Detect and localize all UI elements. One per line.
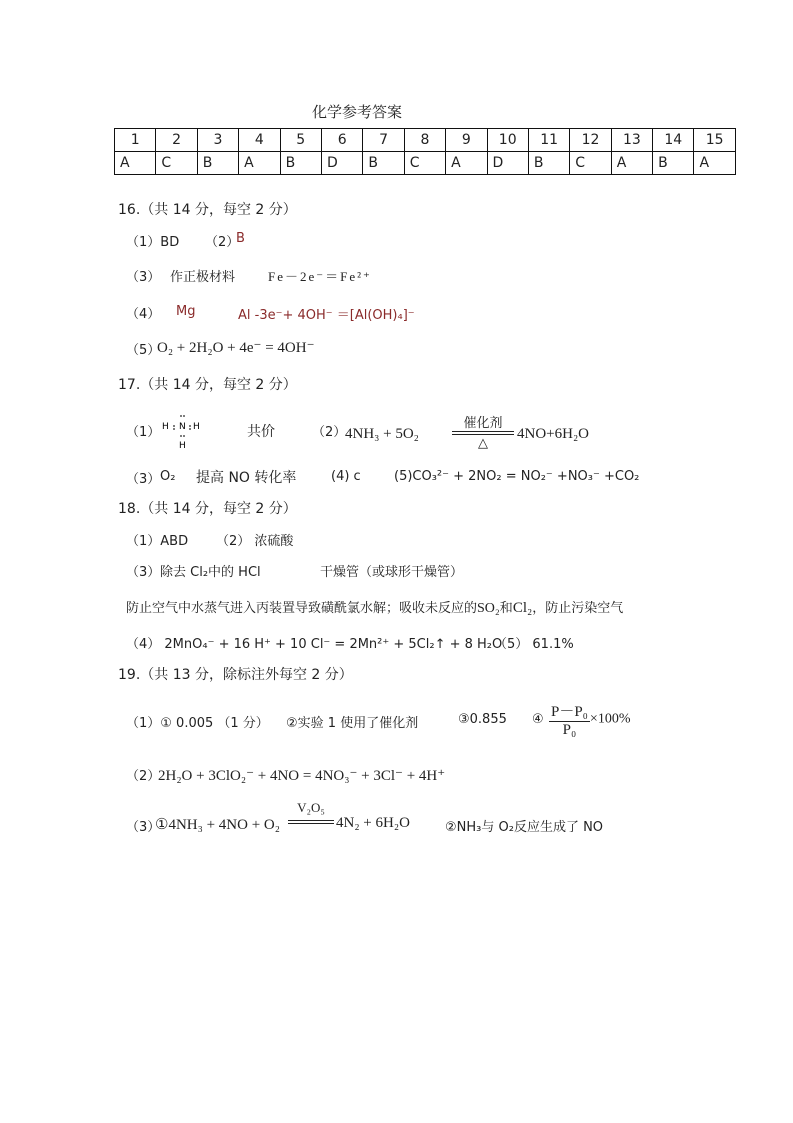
- q18-answer-4: （4） 2MnO₄⁻ + 16 H⁺ + 10 Cl⁻ = 2Mn²⁺ + 5Cl₂↑ + 8 H₂O: [126, 637, 503, 652]
- svg-text:H: H: [162, 422, 169, 432]
- question-number-cell: 2: [156, 129, 197, 152]
- q16-answer-1: （1）BD: [126, 235, 180, 250]
- answer-cell: B: [280, 152, 321, 175]
- answer-cell: A: [446, 152, 487, 175]
- q19-equals-sign: [288, 820, 334, 824]
- q17-answer-2-label: （2）: [312, 425, 347, 440]
- answer-cell: B: [653, 152, 694, 175]
- answer-cell: D: [321, 152, 362, 175]
- q19-answer-1-b: ②实验 1 使用了催化剂: [286, 716, 419, 731]
- question-number-row: [115, 129, 736, 152]
- question-number-cell: 7: [363, 129, 404, 152]
- q17-condition-bottom: △: [478, 436, 488, 451]
- q19-answer-1-c: ③0.855: [458, 712, 507, 727]
- q16-answer-4-mg: Mg: [176, 304, 196, 319]
- answer-cell: A: [239, 152, 280, 175]
- q17-answer-3-label: （3）: [126, 472, 161, 487]
- question-number-cell: 1: [115, 129, 156, 152]
- question-number-cell: 13: [611, 129, 652, 152]
- q16-answer-3-label: （3）: [126, 270, 161, 285]
- question-number-cell: 10: [487, 129, 528, 152]
- q18-header: 18.（共 14 分，每空 2 分）: [118, 501, 297, 517]
- q19-answer-2-equation: 2H₂O + 3ClO₂⁻ + 4NO = 4NO₃⁻ + 3Cl⁻ + 4H⁺: [158, 768, 446, 784]
- q17-condition-top: 催化剂: [463, 416, 503, 431]
- q19-answer-3-b: ②NH₃与 O₂反应生成了 NO: [445, 820, 604, 835]
- question-number-cell: 14: [653, 129, 694, 152]
- q19-fraction-den: P₀: [562, 722, 577, 738]
- q16-answer-5-label: （5）: [126, 343, 161, 358]
- q16-answer-4-label: （4）: [126, 307, 161, 322]
- q19-header: 19.（共 13 分，除标注外每空 2 分）: [118, 667, 353, 683]
- q18-line-4: [126, 597, 623, 617]
- q17-answer-3-o2: O₂: [160, 469, 176, 484]
- q16-answer-2-value: B: [236, 231, 245, 246]
- q19-answer-3-right: 4N₂ + 6H₂O: [336, 815, 410, 831]
- q19-answer-2-label: （2）: [126, 769, 161, 784]
- answer-cell: D: [487, 152, 528, 175]
- q18-answer-5: （5） 61.1%: [494, 637, 574, 652]
- question-number-cell: 6: [321, 129, 362, 152]
- q19-answer-1-d-label: ④: [532, 712, 544, 727]
- answer-cell: C: [570, 152, 611, 175]
- q18-line-4-b: ，防止污染空气: [532, 601, 624, 616]
- q19-fraction: [549, 700, 630, 739]
- q19-fraction-num: P－P₀: [549, 700, 590, 722]
- q19-fraction-tail: ×100%: [589, 711, 631, 727]
- q18-and: 和: [499, 601, 513, 616]
- q18-answer-3-text: 除去 Cl₂中的 HCl: [160, 565, 261, 580]
- q17-answer-1-label: （1）: [126, 425, 161, 440]
- q16-answer-3-text: 作正极材料: [170, 270, 236, 285]
- answer-cell: C: [156, 152, 197, 175]
- answer-row: [115, 152, 736, 175]
- answer-cell: B: [363, 152, 404, 175]
- q16-answer-3-equation: Fe－2e⁻＝Fe²⁺: [268, 269, 372, 284]
- q16-answer-4-equation: Al -3e⁻+ 4OH⁻ ＝[Al(OH)₄]⁻: [238, 308, 415, 323]
- question-number-cell: 3: [197, 129, 238, 152]
- q17-equation-left: 4NH₃ + 5O₂: [345, 426, 419, 442]
- q17-header: 17.（共 14 分，每空 2 分）: [118, 377, 297, 393]
- answer-cell: B: [197, 152, 238, 175]
- answer-cell: C: [404, 152, 445, 175]
- q18-answer-3-b: 干燥管（或球形干燥管）: [320, 565, 464, 580]
- q17-equation-right: 4NO+6H₂O: [517, 426, 590, 442]
- question-number-cell: 12: [570, 129, 611, 152]
- q19-answer-1-a: （1）① 0.005 （1 分）: [126, 716, 269, 731]
- q16-answer-5-equation: O₂ + 2H₂O + 4e⁻ = 4OH⁻: [157, 340, 315, 356]
- answer-table: [114, 128, 736, 175]
- question-number-cell: 15: [694, 129, 735, 152]
- q17-answer-3-text: 提高 NO 转化率: [196, 470, 297, 486]
- svg-text:H: H: [179, 441, 186, 451]
- q18-cl2: Cl₂: [512, 600, 533, 616]
- q19-answer-3-left: ①4NH₃ + 4NO + O₂: [155, 817, 280, 833]
- q18-answer-2: （2） 浓硫酸: [216, 534, 294, 549]
- q17-equals-sign: [452, 431, 514, 435]
- q17-answer-4: (4) c: [331, 469, 361, 484]
- page-title: 化学参考答案: [312, 103, 403, 121]
- q18-so2: SO₂: [477, 601, 500, 616]
- question-number-cell: 5: [280, 129, 321, 152]
- answer-cell: B: [528, 152, 569, 175]
- q18-answer-1: （1）ABD: [126, 534, 189, 549]
- answer-cell: A: [611, 152, 652, 175]
- q16-header: 16.（共 14 分，每空 2 分）: [118, 202, 297, 218]
- svg-text:N: N: [179, 422, 186, 432]
- question-number-cell: 4: [239, 129, 280, 152]
- svg-text:H: H: [193, 422, 200, 432]
- q17-answer-5: (5)CO₃²⁻ + 2NO₂ = NO₂⁻ +NO₃⁻ +CO₂: [394, 469, 640, 484]
- q19-answer-3-label: （3）: [126, 820, 161, 835]
- q17-answer-1-text: 共价: [247, 424, 275, 440]
- q18-answer-3-label: （3）: [126, 565, 161, 580]
- q18-line-4-a: 防止空气中水蒸气进入丙装置导致磺酰氯水解；吸收未反应的: [126, 601, 478, 616]
- q19-condition: V₂O₅: [297, 800, 325, 815]
- q16-answer-2-label: （2）: [205, 235, 240, 250]
- answer-cell: A: [694, 152, 735, 175]
- answer-cell: A: [115, 152, 156, 175]
- nh3-electron-structure: [158, 412, 208, 452]
- question-number-cell: 9: [446, 129, 487, 152]
- question-number-cell: 11: [528, 129, 569, 152]
- question-number-cell: 8: [404, 129, 445, 152]
